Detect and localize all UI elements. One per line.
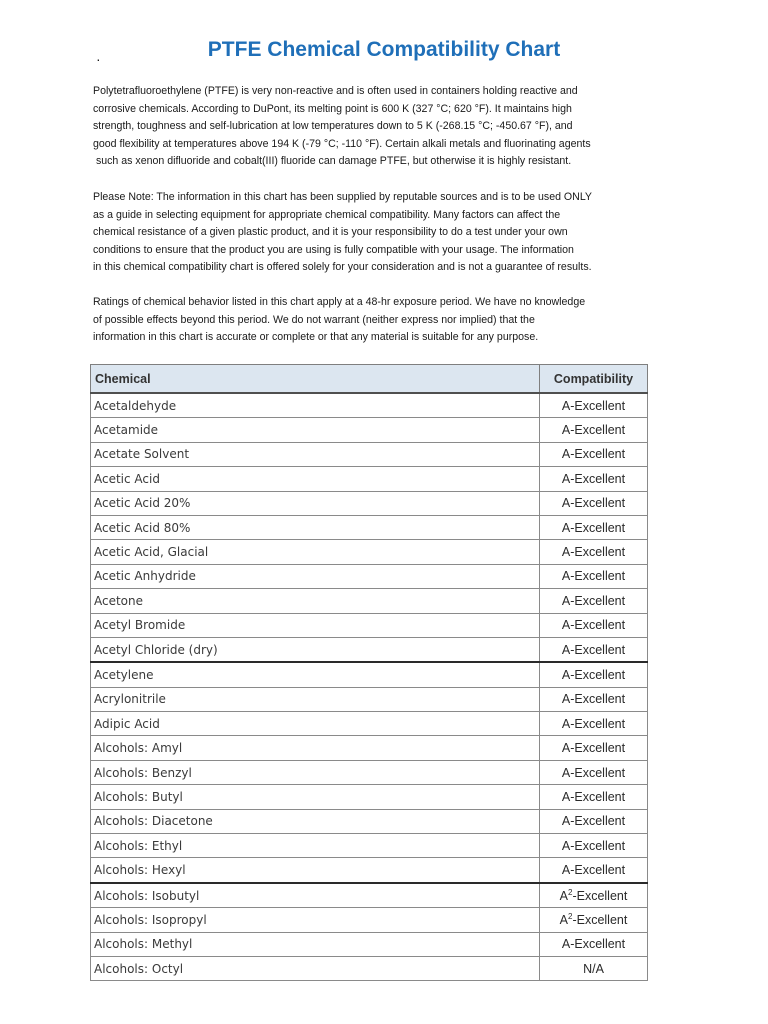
table-row: [91, 442, 648, 466]
table-row: [91, 932, 648, 956]
compatibility-rating-cell: A-Excellent: [540, 467, 648, 491]
stray-bullet: ·: [96, 51, 101, 67]
chemical-name-cell: Alcohols: Isobutyl: [91, 883, 540, 908]
chemical-name-cell: Alcohols: Benzyl: [91, 760, 540, 784]
chemical-name-cell: Alcohols: Amyl: [91, 736, 540, 760]
table-row: [91, 540, 648, 564]
table-row: [91, 589, 648, 613]
rating-footnote-superscript: 2: [568, 911, 573, 921]
table-row: [91, 418, 648, 442]
compatibility-rating-cell: A-Excellent: [540, 736, 648, 760]
compatibility-rating-cell: A-Excellent: [540, 712, 648, 736]
table-row: [91, 956, 648, 980]
chemical-name-cell: Acetic Anhydride: [91, 564, 540, 588]
chemical-column-header: Chemical: [91, 365, 540, 394]
compatibility-rating-cell: A-Excellent: [540, 442, 648, 466]
chemical-name-cell: Acetic Acid 80%: [91, 515, 540, 539]
compatibility-rating-cell: A-Excellent: [540, 589, 648, 613]
chemical-name-cell: Alcohols: Butyl: [91, 785, 540, 809]
compatibility-rating-cell: A-Excellent: [540, 834, 648, 858]
note-paragraph: [93, 189, 663, 277]
chemical-name-cell: Acetyl Bromide: [91, 613, 540, 637]
table-row: [91, 883, 648, 908]
ratings-paragraph: [93, 294, 663, 347]
table-row: [91, 515, 648, 539]
compatibility-rating-cell: A-Excellent: [540, 760, 648, 784]
rating-footnote-superscript: 2: [568, 887, 573, 897]
compatibility-column-header: Compatibility: [540, 365, 648, 394]
table-body: [91, 393, 648, 981]
page-title: PTFE Chemical Compatibility Chart: [207, 38, 561, 61]
intro-paragraph: [93, 83, 663, 171]
table-row: [91, 858, 648, 883]
table-row: [91, 637, 648, 662]
table-row: [91, 834, 648, 858]
note-line: chemical resistance of a given plastic product, and it is your responsibility to do a test under your own: [93, 226, 568, 239]
chemical-name-cell: Alcohols: Octyl: [91, 956, 540, 980]
ratings-line: of possible effects beyond this period. We do not warrant (neither express nor implied) that the: [93, 313, 535, 326]
rating-label: -Excellent: [572, 912, 628, 927]
compatibility-rating-cell: N/A: [540, 956, 648, 980]
compatibility-rating-cell: A-Excellent: [540, 858, 648, 883]
compatibility-rating-cell: A-Excellent: [540, 687, 648, 711]
chemical-name-cell: Alcohols: Hexyl: [91, 858, 540, 883]
table-row: [91, 467, 648, 491]
table-row: [91, 687, 648, 711]
chemical-name-cell: Acetone: [91, 589, 540, 613]
chemical-name-cell: Adipic Acid: [91, 712, 540, 736]
rating-label: -Excellent: [572, 888, 628, 903]
chemical-name-cell: Acetylene: [91, 662, 540, 687]
compatibility-rating-cell: A-Excellent: [540, 418, 648, 442]
intro-line: such as xenon difluoride and cobalt(III) fluoride can damage PTFE, but otherwise it is highly resistant.: [93, 155, 572, 168]
compatibility-rating-cell: A-Excellent: [540, 613, 648, 637]
compatibility-rating-cell: A-Excellent: [540, 637, 648, 662]
table-row: [91, 491, 648, 515]
table-row: [91, 712, 648, 736]
chemical-name-cell: Acetyl Chloride (dry): [91, 637, 540, 662]
intro-line: corrosive chemicals. According to DuPont, its melting point is 600 K (327 °C; 620 °F). It maintains high: [93, 102, 572, 115]
rating-letter: A: [559, 912, 568, 927]
chemical-name-cell: Alcohols: Ethyl: [91, 834, 540, 858]
compatibility-rating-cell: A-Excellent: [540, 491, 648, 515]
table-row: [91, 564, 648, 588]
table-row: [91, 809, 648, 833]
note-line: in this chemical compatibility chart is offered solely for your consideration and is not a guarantee of results.: [93, 261, 592, 274]
note-line: conditions to ensure that the product you are using is fully compatible with your usage. The information: [93, 243, 574, 256]
table-row: [91, 393, 648, 418]
rating-letter: A: [559, 888, 568, 903]
chemical-name-cell: Alcohols: Isopropyl: [91, 908, 540, 932]
chemical-name-cell: Alcohols: Methyl: [91, 932, 540, 956]
chemical-name-cell: Acetaldehyde: [91, 393, 540, 418]
chemical-name-cell: Acetic Acid 20%: [91, 491, 540, 515]
compatibility-rating-cell: A-Excellent: [540, 785, 648, 809]
table-row: [91, 760, 648, 784]
note-line: Please Note: The information in this chart has been supplied by reputable sources and is to be used ONLY: [93, 191, 592, 203]
compatibility-rating-cell: A-Excellent: [540, 393, 648, 418]
chemical-name-cell: Acetamide: [91, 418, 540, 442]
chemical-name-cell: Acetic Acid: [91, 467, 540, 491]
table-row: [91, 736, 648, 760]
compatibility-rating-cell: A-Excellent: [540, 540, 648, 564]
chemical-name-cell: Acrylonitrile: [91, 687, 540, 711]
ratings-line: Ratings of chemical behavior listed in this chart apply at a 48-hr exposure period. We have no knowledge: [93, 296, 586, 308]
ratings-line: information in this chart is accurate or complete or that any material is suitable for any purpose.: [93, 331, 539, 344]
intro-line: Polytetrafluoroethylene (PTFE) is very non-reactive and is often used in containers holding reactive and: [93, 85, 578, 97]
table-row: [91, 662, 648, 687]
compatibility-rating-cell: [540, 908, 648, 932]
chemical-name-cell: Acetic Acid, Glacial: [91, 540, 540, 564]
table-row: [91, 785, 648, 809]
intro-line: strength, toughness and self-lubrication at low temperatures down to 5 K (-268.15 °C; -450.67 °F), and: [93, 120, 573, 133]
compatibility-rating-cell: A-Excellent: [540, 809, 648, 833]
intro-line: good flexibility at temperatures above 194 K (-79 °C; -110 °F). Certain alkali metals and fluorinating agents: [93, 137, 591, 150]
note-line: as a guide in selecting equipment for appropriate chemical compatibility. Many factors can affect the: [93, 208, 561, 221]
compatibility-rating-cell: A-Excellent: [540, 932, 648, 956]
compatibility-rating-cell: A-Excellent: [540, 662, 648, 687]
compatibility-table: [90, 364, 648, 981]
table-header-row: [91, 365, 648, 394]
chemical-name-cell: Alcohols: Diacetone: [91, 809, 540, 833]
chemical-name-cell: Acetate Solvent: [91, 442, 540, 466]
compatibility-rating-cell: [540, 883, 648, 908]
table-row: [91, 613, 648, 637]
table-row: [91, 908, 648, 932]
compatibility-rating-cell: A-Excellent: [540, 515, 648, 539]
compatibility-rating-cell: A-Excellent: [540, 564, 648, 588]
